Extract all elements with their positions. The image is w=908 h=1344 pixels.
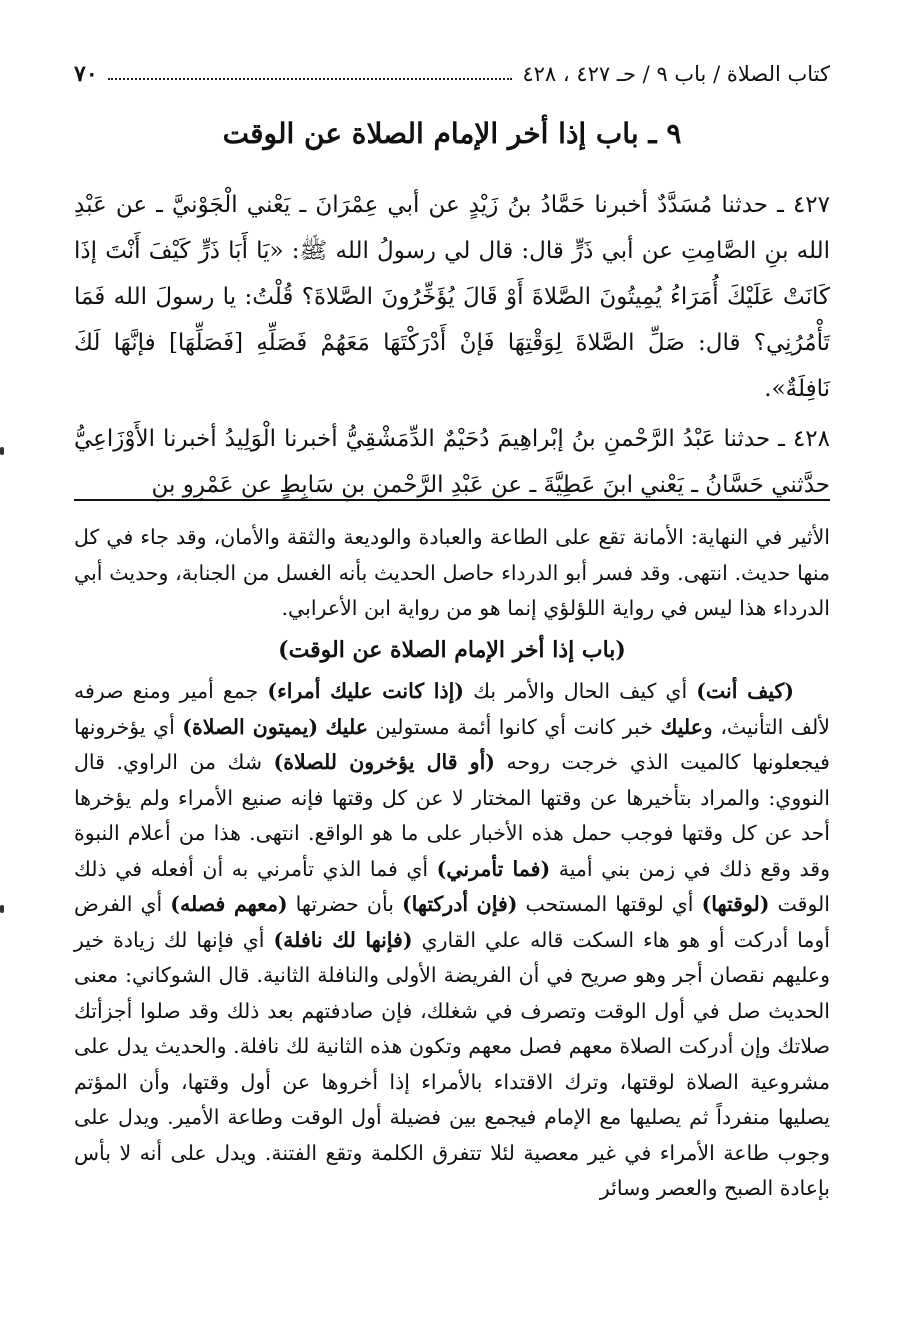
- scan-margin-mark: [0, 447, 4, 455]
- lemma: (لوقتها): [701, 892, 770, 916]
- lemma: (معهم فصله): [170, 892, 288, 916]
- commentary-text: أي فما الذي تأمرني به أن أفعله في ذلك الوقت: [74, 856, 830, 916]
- commentary-paragraph-1: الأثير في النهاية: الأمانة تقع على الطاعة والعبادة والوديعة والثقة والأمان، وقد جاء في كل منها حديث. انتهى. وقد فسر أبو الدرداء حاصل الحديث بأنه الغسل من الجنابة، وحديث أبي الدرداء هذا ليس في رواية اللؤلؤي إنما هو من رواية ابن الأعرابي.: [74, 525, 830, 620]
- scan-margin-mark: [0, 905, 4, 913]
- running-header: [74, 58, 830, 90]
- lemma: (إذا كانت عليك أمراء): [267, 679, 465, 703]
- commentary-text: بأن حضرتها: [287, 892, 402, 916]
- footnote-divider: [74, 499, 830, 501]
- commentary-text: جمع أمير ومنع صرفه لألف التأنيث، و: [74, 679, 830, 739]
- lemma: عليك: [325, 714, 369, 739]
- commentary-text: شك من الراوي. قال النووي: والمراد بتأخيرها عن وقتها المختار لا عن كل وقتها فإنه صنيع الأمراء ولم يؤخرها أحد عن كل وقتها فوجب حمل هذه الأخبار على ما هو الواقع. انتهى. هذا من أعلام النبوة وقد وقع ذلك في زمن بني أمية: [74, 750, 830, 881]
- header-title: كتاب الصلاة / باب ٩ / حـ ٤٢٧ ، ٤٢٨: [522, 62, 830, 86]
- lemma: (فما تأمرني): [436, 856, 551, 881]
- page-number: ٧٠: [74, 61, 98, 87]
- commentary-paragraph-2: [74, 674, 830, 1207]
- lemma: (يميتون الصلاة): [182, 714, 319, 739]
- commentary-text: أي لوقتها المستحب: [517, 892, 702, 916]
- lemma: (فإن أدركتها): [401, 892, 518, 916]
- commentary-text: [318, 715, 325, 739]
- header-leader-dots: [108, 78, 513, 80]
- commentary-text: أي كيف الحال والأمر بك: [464, 679, 697, 703]
- lemma: (فإنها لك نافلة): [273, 927, 413, 952]
- hadith-427: ٤٢٧ ـ حدثنا مُسَدَّدٌ أخبرنا حَمَّادُ بنُ زَيْدٍ عن أبي عِمْرَانَ ـ يَعْني الْجَوْنيَّ ـ عن عَبْدِ الله بنِ الصَّامِتِ عن أبي ذَرٍّ قال: قال لي رسولُ الله ﷺ: «يَا أَبَا ذَرٍّ كَيْفَ أَنْتَ إذَا كَانَتْ عَلَيْكَ أُمَرَاءُ يُمِيتُونَ الصَّلاةَ أَوْ قَالَ يُؤَخِّرُونَ الصَّلاةَ؟ قُلْتُ: يا رسولَ الله فَمَا تَأْمُرُنِي؟ قال: صَلِّ الصَّلاةَ لِوَقْتِهَا فَإنْ أَدْرَكْتَهَا مَعَهُمْ فَصَلِّهِ [فَصَلِّهَا] فإنَّهَا لَكَ نَافِلَةٌ».: [74, 192, 830, 402]
- commentary-text: أي فإنها لك زيادة خير وعليهم نقصان أجر وهو صريح في أن الفريضة الأولى والنافلة الثانية. قال الشوكاني: معنى الحديث صل في أول الوقت وتصرف في شغلك، فإن صادفتهم بعد ذلك وقد صلوا أجزأتك صلاتك وإن أدركت الصلاة معهم فصل معهم وتكون هذه الثانية لك نافلة. والحديث يدل على مشروعية الصلاة لوقتها، وترك الاقتداء بالأمراء إذا أخروها عن أول وقتها، وأن المؤتم يصليها منفرداً ثم يصليها مع الإمام فيجمع بين فضيلة أول الوقت وطاعة الأمير. ويدل على وجوب طاعة الأمراء في غير معصية لئلا تتفرق الكلمة وتقع الفتنة. ويدل على أنه لا بأس بإعادة الصبح والعصر وسائر: [74, 927, 830, 1200]
- commentary-heading: (باب إذا أخر الإمام الصلاة عن الوقت): [278, 636, 626, 663]
- chapter-title: ٩ ـ باب إذا أخر الإمام الصلاة عن الوقت: [222, 117, 682, 150]
- hadith-text: [74, 182, 830, 512]
- hadith-428: ٤٢٨ ـ حدثنا عَبْدُ الرَّحْمنِ بنُ إبْراهِيمَ دُحَيْمٌ الدِّمَشْقِيُّ أخبرنا الْوَلِيدُ أخبرنا الأَوْزَاعِيُّ حدَّثني حَسَّانُ ـ يَعْني ابنَ عَطِيَّةَ ـ عن عَبْدِ الرَّحْمنِ بنِ سَابِطٍ عن عَمْرِو بنِ: [74, 426, 830, 498]
- lemma: (كيف أنت): [696, 679, 795, 703]
- lemma: عليك: [660, 714, 703, 739]
- lemma: (أو قال يؤخرون للصلاة): [273, 750, 495, 774]
- commentary-text: أي يؤخرونها فيجعلونها كالميت الذي خرجت روحه: [74, 714, 830, 774]
- commentary: [74, 520, 830, 1207]
- commentary-text: أي الفرض أوما أدركت أو هو هاء السكت قاله علي القاري: [74, 892, 831, 952]
- commentary-text: خبر كانت أي كانوا أئمة مستولين: [368, 714, 661, 739]
